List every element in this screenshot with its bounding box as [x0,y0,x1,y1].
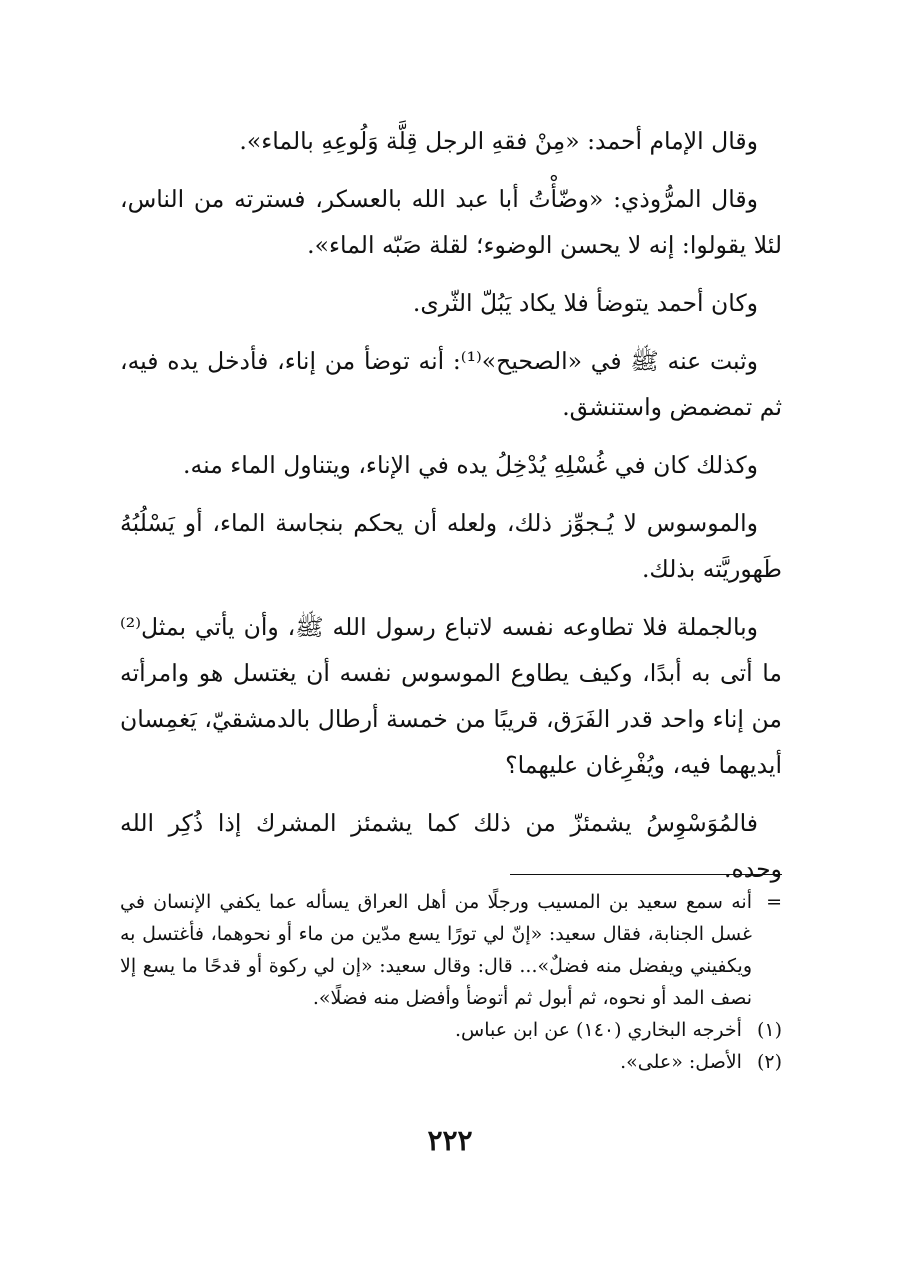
footnote-text: الأصل: «على». [620,1051,742,1073]
footnotes [120,886,782,1078]
footnote-number: (١) [756,1019,782,1041]
footnote-number: (٢) [756,1051,782,1073]
paragraph: وكذلك كان في غُسْلِهِ يُدْخِلُ يده في الإناء، ويتناول الماء منه. [183,451,758,479]
footnote-text: أخرجه البخاري (١٤٠) عن ابن عباس. [455,1019,742,1041]
paragraph: وثبت عنه ﷺ في «الصحيح»⁽¹⁾: أنه توضأ من إناء، فأدخل يده فيه، ثم تمضمض واستنشق. [120,347,782,421]
footnote-item [120,1046,782,1078]
paragraph: فالمُوَسْوِسُ يشمئزّ من ذلك كما يشمئز المشرك إذا ذُكِر الله وحده. [120,809,782,883]
paragraph: والموسوس لا يُـجوِّز ذلك، ولعله أن يحكم بنجاسة الماء، أو يَسْلُبُهُ طَهوريَّته بذلك. [120,509,782,583]
paragraph: وكان أحمد يتوضأ فلا يكاد يَبُلّ الثّرى. [412,289,758,317]
paragraph: وقال المرُّوذي: «وضّأْتُ أبا عبد الله بالعسكر، فسترته من الناس، لئلا يقولوا: إنه لا يحسن الوضوء؛ لقلة صَبّه الماء». [120,185,782,259]
paragraph: وقال الإمام أحمد: «مِنْ فقهِ الرجل قِلَّة وَلُوعِهِ بالماء». [239,127,758,155]
footnote-item [120,1014,782,1046]
footnote-continuation [120,886,782,1014]
continuation-marker: = [766,891,782,913]
paragraph: وبالجملة فلا تطاوعه نفسه لاتباع رسول الله ﷺ، وأن يأتي بمثل⁽²⁾ ما أتى به أبدًا، وكيف يطاوع الموسوس نفسه أن يغتسل هو وامرأته من إناء واحد قدر الفَرَق، قريبًا من خمسة أرطال بالدمشقيّ، يَغمِسان أيديهما فيه، ويُفْرِغان عليهما؟ [120,613,782,779]
main-text [120,118,782,904]
footnote-separator [510,874,782,875]
page-number: ٢٢٢ [427,1124,473,1157]
footnote-continuation-text: أنه سمع سعيد بن المسيب ورجلًا من أهل العراق يسأله عما يكفي الإنسان في غسل الجنابة، فقال سعيد: «إنّ لي تورًا يسع مدّين من ماء أو نحوهما، فأغتسل به ويكفيني ويفضل منه فضلٌ»... قال: وقال سعيد: «إن لي ركوة أو قدحًا ما يسع إلا نصف المد أو نحوه، ثم أبول ثم أتوضأ وأفضل منه فضلًا». [120,891,752,1009]
